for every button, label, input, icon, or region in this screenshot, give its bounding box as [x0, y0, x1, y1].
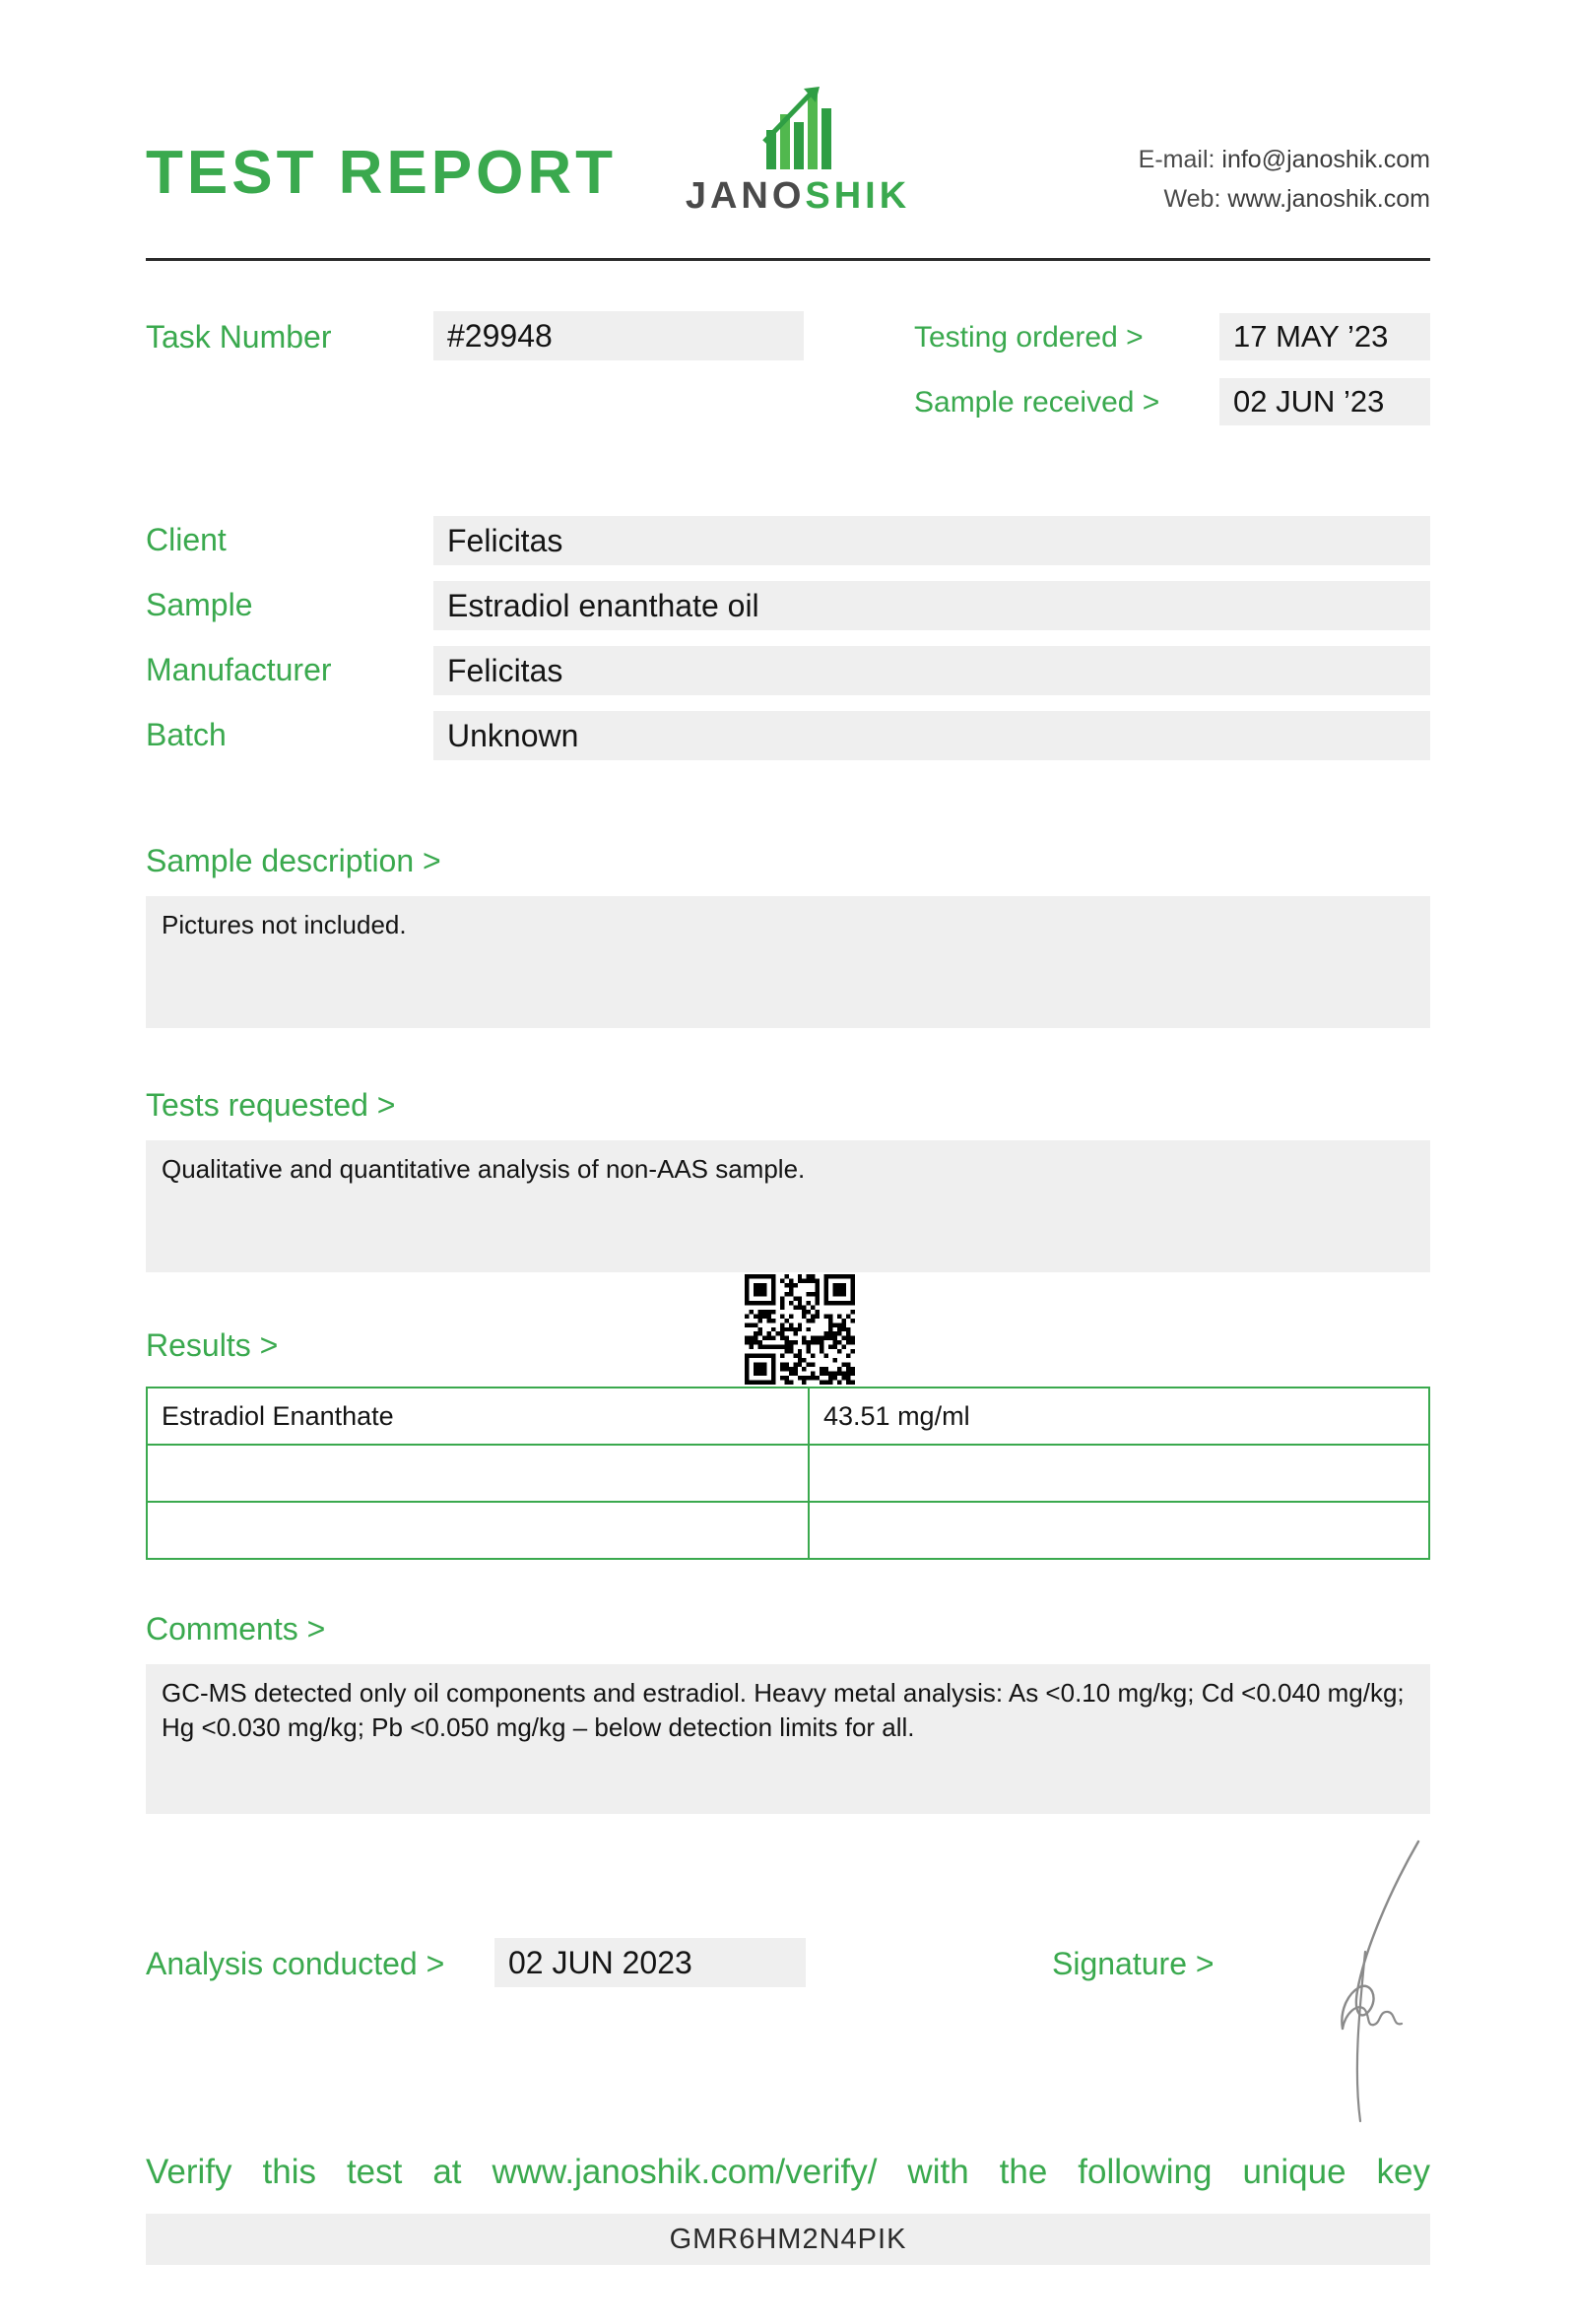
tests-requested-box: Qualitative and quantitative analysis of non-AAS sample.	[146, 1140, 1430, 1272]
analysis-conducted-value: 02 JUN 2023	[494, 1938, 806, 1987]
comments-box: GC-MS detected only oil components and estradiol. Heavy metal analysis: As <0.10 mg/kg; Cd <0.040 mg/kg; Hg <0.030 mg/kg; Pb <0.050 mg/kg – below detection limits for all.	[146, 1664, 1430, 1814]
batch-label: Batch	[146, 717, 227, 752]
sample-received-value: 02 JUN ’23	[1219, 378, 1430, 425]
client-value: Felicitas	[433, 516, 1430, 565]
results-table	[146, 1387, 1430, 1560]
logo-text-shik: SHIK	[805, 175, 911, 217]
result-analyte	[147, 1502, 809, 1559]
contact-email-row	[1139, 140, 1430, 179]
manufacturer-label: Manufacturer	[146, 652, 332, 687]
logo-wordmark	[630, 175, 965, 218]
sample-received-label: Sample received >	[914, 386, 1160, 419]
manufacturer-value: Felicitas	[433, 646, 1430, 695]
results-row	[147, 1445, 1429, 1502]
web-label: Web:	[1163, 185, 1221, 213]
tests-requested-heading: Tests requested >	[146, 1087, 396, 1123]
result-analyte	[147, 1445, 809, 1502]
results-row	[147, 1388, 1429, 1445]
page-title: TEST REPORT	[146, 139, 618, 207]
sample-description-heading: Sample description >	[146, 843, 441, 878]
janoshik-logo	[630, 85, 965, 218]
comments-heading: Comments >	[146, 1611, 326, 1646]
logo-barchart-icon	[747, 85, 849, 171]
result-value: 43.51 mg/ml	[809, 1388, 1429, 1445]
header-divider	[146, 258, 1430, 261]
qr-code	[745, 1274, 855, 1385]
result-value	[809, 1445, 1429, 1502]
result-value	[809, 1502, 1429, 1559]
sample-label: Sample	[146, 587, 253, 622]
email-label: E-mail:	[1138, 146, 1215, 173]
testing-ordered-label: Testing ordered >	[914, 321, 1144, 354]
contact-block	[1139, 140, 1430, 219]
email-value: info@janoshik.com	[1221, 146, 1430, 173]
testing-ordered-value: 17 MAY ’23	[1219, 313, 1430, 360]
client-label: Client	[146, 522, 227, 557]
logo-text-jano: JANO	[685, 175, 806, 217]
result-analyte: Estradiol Enanthate	[147, 1388, 809, 1445]
batch-value: Unknown	[433, 711, 1430, 760]
results-row	[147, 1502, 1429, 1559]
web-value: www.janoshik.com	[1227, 185, 1430, 213]
results-heading: Results >	[146, 1327, 279, 1363]
signature-image	[1271, 1834, 1438, 2129]
verify-instruction: Verify this test at www.janoshik.com/verify/ with the following unique key	[146, 2153, 1430, 2191]
verify-key: GMR6HM2N4PIK	[146, 2214, 1430, 2265]
sample-value: Estradiol enanthate oil	[433, 581, 1430, 630]
task-number-value: #29948	[433, 311, 804, 360]
sample-description-box: Pictures not included.	[146, 896, 1430, 1028]
contact-web-row	[1139, 179, 1430, 219]
analysis-conducted-label: Analysis conducted >	[146, 1946, 445, 1981]
task-number-label: Task Number	[146, 319, 332, 355]
signature-label: Signature >	[1052, 1946, 1215, 1981]
